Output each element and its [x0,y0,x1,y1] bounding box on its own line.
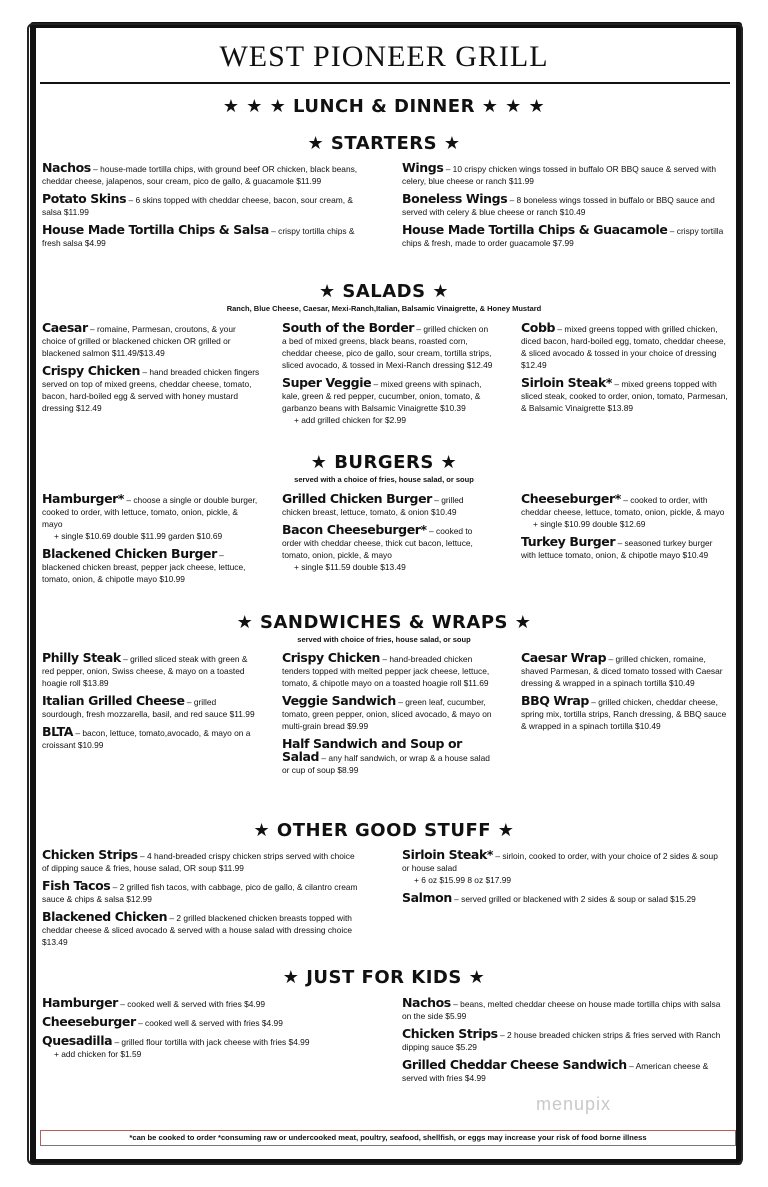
menu-item [42,162,362,187]
menu-item [42,322,260,359]
menu-item-name: Caesar [42,320,88,335]
menu-item-name: Quesadilla [42,1033,113,1048]
menu-item-name: Chicken Strips [402,1026,498,1041]
menu-item-name: Chicken Strips [42,847,138,862]
menu-item [402,1059,727,1084]
menu-item-name: BBQ Wrap [521,693,589,708]
menu-item-description: – bacon, lettuce, tomato,avocado, & mayo on a croissant $10.99 [42,728,251,750]
sandwiches-col2 [282,652,494,782]
other-right [402,849,727,911]
menu-item [42,365,260,414]
starters-heading: ★ STARTERS ★ [307,133,461,154]
menu-item-description: – romaine, Parmesan, croutons, & your choice of grilled or blackened chicken OR grilled or blackened salmon $11.49/$13.49 [42,324,236,358]
other-heading: ★ OTHER GOOD STUFF ★ [253,820,515,841]
menu-item-name: Italian Grilled Cheese [42,693,185,708]
menu-item-name: BLTA [42,724,74,739]
menu-item [282,322,494,371]
menu-item-name: Blackened Chicken [42,909,168,924]
menu-item-description: – grilled chicken breast, lettuce, tomato, & onion $10.49 [282,495,464,517]
menu-item-description: – grilled sourdough, fresh mozzarella, basil, and red sauce $11.99 [42,697,255,719]
menu-item-name: Blackened Chicken Burger [42,546,217,561]
menu-item [42,726,260,751]
menu-item-name: House Made Tortilla Chips & Guacamole [402,222,668,237]
salads-col1 [42,322,260,420]
menu-item [42,548,260,585]
menu-item [521,695,728,732]
menu-item [42,911,362,948]
menu-item-description: – choose a single or double burger, cooked to order, with lettuce, tomato, onion, pickle, & mayo [42,495,258,529]
menu-item [42,695,260,720]
burgers-col2 [282,493,494,579]
menu-item-name: Grilled Cheddar Cheese Sandwich [402,1057,627,1072]
menu-item [402,1028,727,1053]
menu-item-description: – served grilled or blackened with 2 sides & soup or salad $15.29 [451,894,696,904]
menu-item [42,652,260,689]
watermark: menupix [536,1094,612,1114]
menu-item-description: – crispy tortilla chips & fresh salsa $4.99 [42,226,355,248]
menu-item [282,652,494,689]
menu-item-name: Potato Skins [42,191,127,206]
menu-item [402,849,727,886]
menu-item [402,224,727,249]
menu-item-name: Wings [402,160,444,175]
menu-item-description: – seasoned turkey burger with lettuce tomato, onion, & chipotle mayo $10.49 [521,538,713,560]
menu-item-name: Salmon [402,890,452,905]
menu-item-description: – hand-breaded chicken tenders topped with melted pepper jack cheese, lettuce, tomato, & chipotle mayo on a toasted hoagie roll $11.69 [282,654,490,688]
menu-item-description: – 2 house breaded chicken strips & fries served with Ranch dipping sauce $5.29 [402,1030,721,1052]
menu-item-description: – grilled sliced steak with green & red pepper, onion, Swiss cheese, & mayo on a toasted hoagie roll $13.89 [42,654,248,688]
burgers-heading: ★ BURGERS ★ [310,452,458,473]
kids-right [402,997,727,1090]
menu-item-addon: + add chicken for $1.59 [54,1049,142,1059]
restaurant-title: WEST PIONEER GRILL [219,40,549,73]
menu-item [42,493,260,542]
menu-item-name: Philly Steak [42,650,121,665]
menu-item [42,849,362,874]
menu-item-description: – 4 hand-breaded crispy chicken strips served with choice of dipping sauce & fries, house salad, OR soup $11.99 [42,851,355,873]
menu-item-name: Hamburger [42,995,118,1010]
menu-item [42,1035,362,1060]
menu-item-description: – 2 grilled blackened chicken breasts topped with cheddar cheese & sliced avocado & served with a house salad with dressing choice $13.49 [42,913,353,947]
menu-item [282,524,494,573]
menu-item-description: – hand breaded chicken fingers served on top of mixed greens, cheddar cheese, tomato, bacon, hard-boiled egg & served with honey mustard dressing $12.49 [42,367,260,413]
menu-item-addon: + single $10.69 double $11.99 garden $10.69 [54,531,223,541]
menu-item [402,892,727,905]
menu-item [282,695,494,732]
menu-item [42,1016,362,1029]
menu-item-name: Cheeseburger* [521,491,621,506]
menu-item-addon: + single $11.59 double $13.49 [294,562,406,572]
menu-item-description: – cooked well & served with fries $4.99 [135,1018,283,1028]
menu-item-description: – crispy tortilla chips & fresh, made to order guacamole $7.99 [402,226,724,248]
menu-item-name: Sirloin Steak* [402,847,494,862]
menu-item [521,322,728,371]
menu-item-description: – grilled chicken, romaine, shaved Parmesan, & diced tomato tossed with Caesar dressing & wrapped in a spinach tortilla $10.49 [521,654,723,688]
menu-item-name: Nachos [402,995,451,1010]
menu-item-name: Grilled Chicken Burger [282,491,432,506]
burgers-col1 [42,493,260,591]
menu-item-description: – mixed greens topped with grilled chicken, diced bacon, hard-boiled egg, tomato, cheddar cheese, & sliced avocado & tossed in your choice of dressing $12.49 [521,324,726,370]
menu-item [402,997,727,1022]
menu-item-description: – sirloin, cooked to order, with your choice of 2 sides & soup or house salad [402,851,718,873]
menu-item [42,193,362,218]
menu-item [282,738,494,776]
menu-item-name: Hamburger* [42,491,125,506]
menu-item-name: Half Sandwich and Soup or Salad [282,736,462,764]
menu-item [42,880,362,905]
menu-item [42,997,362,1010]
menu-item-description: – 6 skins topped with cheddar cheese, bacon, sour cream, & salsa $11.99 [42,195,353,217]
footnote: *can be cooked to order *consuming raw or undercooked meat, poultry, seafood, shellfish, or eggs may increase your risk of food borne illness [40,1130,736,1146]
menu-item-name: Bacon Cheeseburger* [282,522,427,537]
menu-item-name: Crispy Chicken [42,363,141,378]
menu-item [521,536,728,561]
menu-item-description: – American cheese & served with fries $4.99 [402,1061,709,1083]
burgers-sub: served with a choice of fries, house salad, or soup [294,475,474,484]
menu-item-name: South of the Border [282,320,415,335]
lunch-dinner-heading: ★ ★ ★ LUNCH & DINNER ★ ★ ★ [222,96,546,117]
menu-item-addon: + single $10.99 double $12.69 [533,519,646,529]
menu-item [521,652,728,689]
sandwiches-sub: served with choice of fries, house salad, or soup [297,635,471,644]
menu-item-addon: + add grilled chicken for $2.99 [294,415,406,425]
starters-right [402,162,727,255]
menu-item-name: House Made Tortilla Chips & Salsa [42,222,269,237]
menu-item-description: – green leaf, cucumber, tomato, green pepper, onion, sliced avocado, & mayo on multi-grain bread $9.99 [282,697,492,731]
salads-col3 [521,322,728,420]
menu-item-description: – 8 boneless wings tossed in buffalo or BBQ sauce and served with celery & blue cheese or ranch $10.49 [402,195,715,217]
menu-item-addon: + 6 oz $15.99 8 oz $17.99 [414,875,512,885]
menu-item-description: – mixed greens topped with sliced steak, cooked to order, onion, tomato, Parmesan, & Balsamic Vinaigrette $13.89 [521,379,728,413]
menu-item-description: – beans, melted cheddar cheese on house made tortilla chips with salsa on the side $5.99 [402,999,721,1021]
menu-item-description: – grilled chicken on a bed of mixed greens, black beans, roasted corn, cheddar cheese, pico de gallo, sour cream, tortilla strips, sliced avocado, & tossed in Mexi-Ranch dressing $12.49 [282,324,493,370]
sandwiches-col3 [521,652,728,738]
kids-left [42,997,362,1066]
menu-item [402,162,727,187]
menu-item-name: Fish Tacos [42,878,111,893]
menu-item-name: Veggie Sandwich [282,693,396,708]
menu-item [282,493,494,518]
menu-item-description: – mixed greens with spinach, kale, green & red pepper, cucumber, onion, tomato, & garbanzo beans with Balsamic Vinaigrette $10.39 [282,379,482,413]
menu-item [521,377,728,414]
menu-item-description: – 10 crispy chicken wings tossed in buffalo OR BBQ sauce & served with celery, blue cheese or ranch $11.99 [402,164,717,186]
menu-item-name: Sirloin Steak* [521,375,613,390]
title-divider [40,82,730,84]
starters-left [42,162,362,255]
menu-item-name: Cheeseburger [42,1014,136,1029]
menu-item-name: Cobb [521,320,556,335]
menu-item-description: – blackened chicken breast, pepper jack cheese, lettuce, tomato, onion, & chipotle mayo $10.99 [42,550,246,584]
menu-item-name: Nachos [42,160,91,175]
menu-item-name: Boneless Wings [402,191,508,206]
salads-dressings: Ranch, Blue Cheese, Caesar, Mexi-Ranch,Italian, Balsamic Vinaigrette, & Honey Mustard [226,304,542,313]
menu-item [42,224,362,249]
menu-item-name: Turkey Burger [521,534,616,549]
salads-heading: ★ SALADS ★ [318,281,449,302]
menu-item [402,193,727,218]
kids-heading: ★ JUST FOR KIDS ★ [282,967,486,988]
menu-item-description: – cooked to order with cheddar cheese, thick cut bacon, lettuce, tomato, onion, pickle, & mayo [282,526,473,560]
menu-item [282,377,494,426]
menu-item-description: – any half sandwich, or wrap & a house salad or cup of soup $8.99 [282,753,490,775]
sandwiches-heading: ★ SANDWICHES & WRAPS ★ [236,612,532,633]
menu-item-name: Crispy Chicken [282,650,381,665]
menu-item [521,493,728,530]
salads-col2 [282,322,494,432]
menu-item-name: Caesar Wrap [521,650,607,665]
menu-item-description: – cooked to order, with cheddar cheese, lettuce, tomato, onion, pickle, & mayo [521,495,725,517]
burgers-col3 [521,493,728,567]
menu-item-name: Super Veggie [282,375,372,390]
menu-item-description: – house-made tortilla chips, with ground beef OR chicken, black beans, cheddar cheese, jalapenos, sour cream, pico de gallo, & guacamole $11.99 [42,164,358,186]
other-left [42,849,362,954]
menu-item-description: – 2 grilled fish tacos, with cabbage, pico de gallo, & cilantro cream sauce & chips & salsa $12.99 [42,882,358,904]
sandwiches-col1 [42,652,260,757]
menu-item-description: – cooked well & served with fries $4.99 [117,999,266,1009]
menu-item-description: – grilled chicken, cheddar cheese, spring mix, tortilla strips, Ranch dressing, & BBQ sauce & wrapped in a spinach tortilla $10.49 [521,697,727,731]
menu-item-description: – grilled flour tortilla with jack cheese with fries $4.99 [112,1037,310,1047]
